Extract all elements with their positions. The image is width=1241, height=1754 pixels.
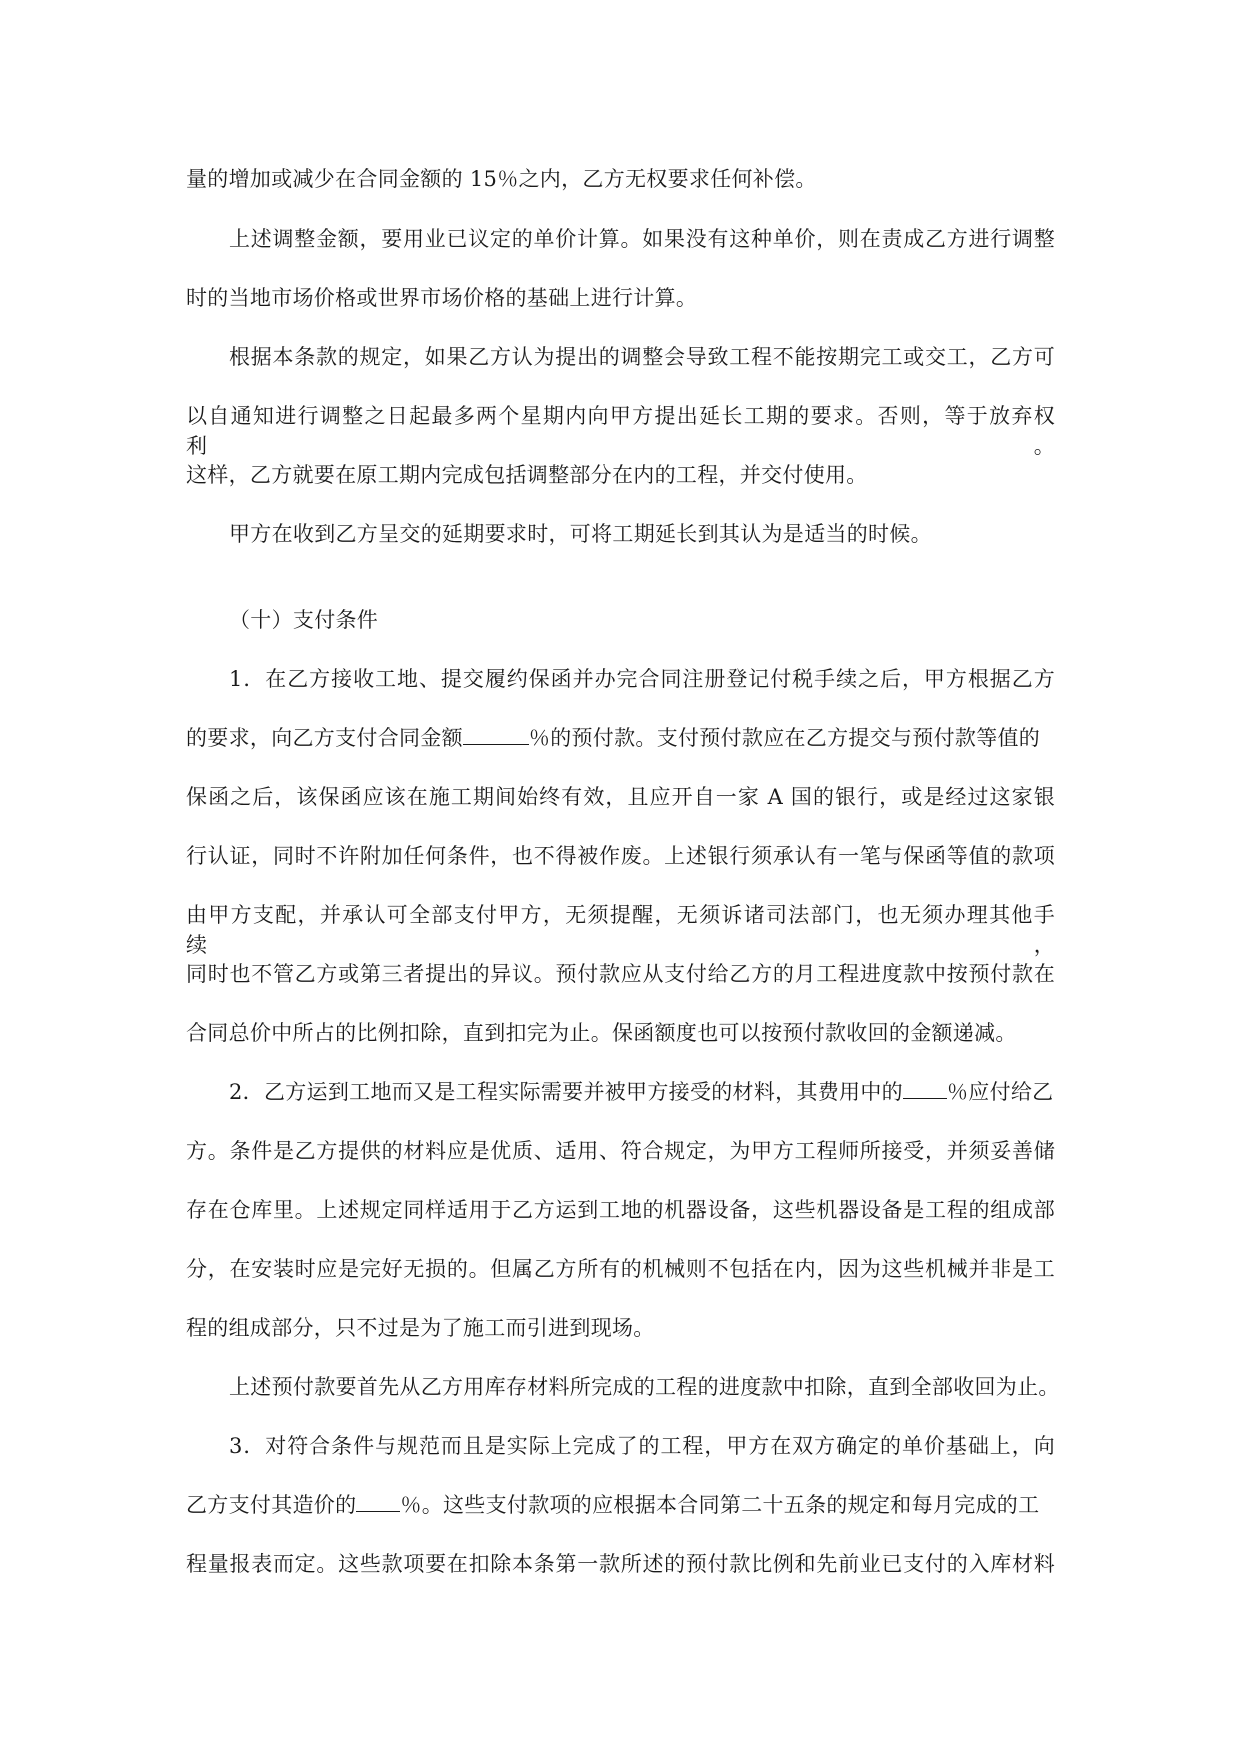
section-heading: （十）支付条件 [229,608,379,632]
paragraph-line: 分，在安装时应是完好无损的。但属乙方所有的机械则不包括在内，因为这些机械并非是工 [186,1257,1055,1281]
paragraph-first-line: 上述调整金额，要用业已议定的单价计算。如果没有这种单价，则在责成乙方进行调整 [229,227,1055,251]
paragraph-first-line: 3．对符合条件与规范而且是实际上完成了的工程，甲方在双方确定的单价基础上，向 [229,1434,1055,1458]
paragraph-line: 行认证，同时不许附加任何条件，也不得被作废。上述银行须承认有一笔与保函等值的款项 [186,844,1055,868]
paragraph-line: 保函之后，该保函应该在施工期间始终有效，且应开自一家 A 国的银行，或是经过这家银 [186,785,1055,809]
paragraph-line: 同时也不管乙方或第三者提出的异议。预付款应从支付给乙方的月工程进度款中按预付款在 [186,962,1055,986]
fill-in-blank [903,1080,947,1099]
paragraph-line: 这样，乙方就要在原工期内完成包括调整部分在内的工程，并交付使用。 [186,463,868,487]
fill-in-blank [463,726,529,745]
paragraph-line: 方。条件是乙方提供的材料应是优质、适用、符合规定，为甲方工程师所接受，并须妥善储 [186,1139,1055,1163]
line-text-before: 2．乙方运到工地而又是工程实际需要并被甲方接受的材料，其费用中的 [229,1080,903,1104]
paragraph-line: 以自通知进行调整之日起最多两个星期内向甲方提出延长工期的要求。否则，等于放弃权利。 [186,404,1055,458]
paragraph-line: 程的组成部分，只不过是为了施工而引进到现场。 [186,1316,655,1340]
paragraph-line: 由甲方支配，并承认可全部支付甲方，无须提醒，无须诉诸司法部门，也无须办理其他手续， [186,903,1055,957]
paragraph-line: 合同总价中所占的比例扣除，直到扣完为止。保函额度也可以按预付款收回的金额递减。 [186,1021,1017,1045]
paragraph-first-line: 甲方在收到乙方呈交的延期要求时，可将工期延长到其认为是适当的时候。 [229,522,932,546]
paragraph-first-line: 根据本条款的规定，如果乙方认为提出的调整会导致工程不能按期完工或交工，乙方可 [229,345,1055,369]
paragraph-first-line: 上述预付款要首先从乙方用库存材料所完成的工程的进度款中扣除，直到全部收回为止。 [229,1375,1060,1399]
paragraph-line: 存在仓库里。上述规定同样适用于乙方运到工地的机器设备，这些机器设备是工程的组成部 [186,1198,1055,1222]
line-text-after: ％的预付款。支付预付款应在乙方提交与预付款等值的 [528,726,1041,750]
line-text-before: 乙方支付其造价的 [186,1493,357,1517]
paragraph-first-line: 1．在乙方接收工地、提交履约保函并办完合同注册登记付税手续之后，甲方根据乙方 [229,667,1055,691]
line-text-after: ％。这些支付款项的应根据本合同第二十五条的规定和每月完成的工 [400,1493,1040,1517]
paragraph-line: 量的增加或减少在合同金额的 15％之内，乙方无权要求任何补偿。 [186,167,817,191]
line-text-before: 的要求，向乙方支付合同金额 [186,726,463,750]
paragraph-line: 程量报表而定。这些款项要在扣除本条第一款所述的预付款比例和先前业已支付的入库材料 [186,1552,1055,1576]
paragraph-line-with-blank [186,723,1040,753]
paragraph-line: 时的当地市场价格或世界市场价格的基础上进行计算。 [186,286,698,310]
fill-in-blank [356,1493,400,1512]
paragraph-line-with-blank [186,1490,1039,1520]
line-text-after: ％应付给乙 [946,1080,1054,1104]
paragraph-first-line-with-blank [229,1077,1053,1107]
